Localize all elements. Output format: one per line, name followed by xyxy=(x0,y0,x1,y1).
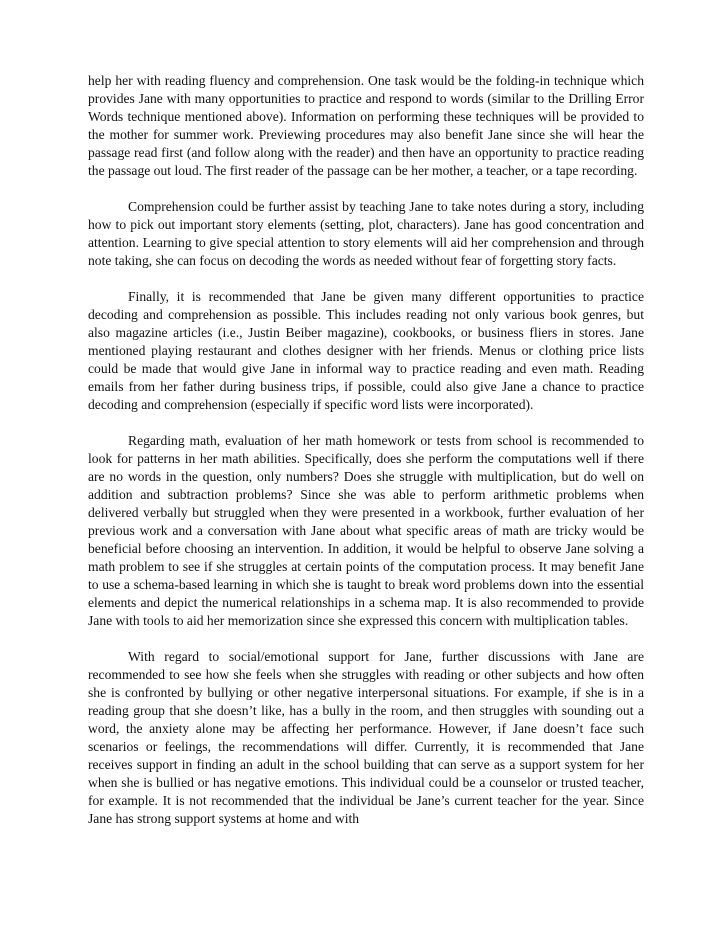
document-page xyxy=(88,72,644,828)
paragraph-math-evaluation: Regarding math, evaluation of her math homework or tests from school is recommended to look for patterns in her math abilities. Specifically, does she perform the computations well if there are no words in the question, only numbers? Does she struggle with multiplication, but do well on addition and subtraction problems? Since she was able to perform arithmetic problems when delivered verbally but struggled when they were presented in a workbook, further evaluation of her previous work and a conversation with Jane about what specific areas of math are tricky would be beneficial before choosing an intervention. In addition, it would be helpful to observe Jane solving a math problem to see if she struggles at certain points of the computation process. It may benefit Jane to use a schema-based learning in which she is taught to break word problems down into the essential elements and depict the numerical relationships in a schema map. It is also recommended to provide Jane with tools to aid her memorization since she expressed this concern with multiplication tables. xyxy=(88,433,644,628)
paragraph-reading-fluency: help her with reading fluency and comprehension. One task would be the folding-in technique which provides Jane with many opportunities to practice and respond to words (similar to the Drilling Error Words technique mentioned above). Information on performing these techniques will be provided to the mother for summer work. Previewing procedures may also benefit Jane since she will hear the passage read first (and follow along with the reader) and then have an opportunity to practice reading the passage out loud. The first reader of the passage can be her mother, a teacher, or a tape recording. xyxy=(88,73,644,178)
paragraph-comprehension-notes: Comprehension could be further assist by teaching Jane to take notes during a story, including how to pick out important story elements (setting, plot, characters). Jane has good concentration and attention. Learning to give special attention to story elements will aid her comprehension and through note taking, she can focus on decoding the words as needed without fear of forgetting story facts. xyxy=(88,199,644,268)
paragraph-practice-opportunities: Finally, it is recommended that Jane be given many different opportunities to practice decoding and comprehension as possible. This includes reading not only various book genres, but also magazine articles (i.e., Justin Beiber magazine), cookbooks, or business fliers in stores. Jane mentioned playing restaurant and clothes designer with her friends. Menus or clothing price lists could be made that would give Jane in informal way to practice reading and even math. Reading emails from her father during business trips, if possible, could also give Jane a chance to practice decoding and comprehension (especially if specific word lists were incorporated). xyxy=(88,289,644,412)
paragraph-social-emotional-support: With regard to social/emotional support for Jane, further discussions with Jane are recommended to see how she feels when she struggles with reading or other subjects and how often she is confronted by bullying or other negative interpersonal situations. For example, if she is in a reading group that she doesn’t like, has a bully in the room, and then struggles with sounding out a word, the anxiety alone may be affecting her performance. However, if Jane doesn’t face such scenarios or feelings, the recommendations will differ. Currently, it is recommended that Jane receives support in finding an adult in the school building that can serve as a support system for her when she is bullied or has negative emotions. This individual could be a counselor or trusted teacher, for example. It is not recommended that the individual be Jane’s current teacher for the year. Since Jane has strong support systems at home and with xyxy=(88,649,644,826)
